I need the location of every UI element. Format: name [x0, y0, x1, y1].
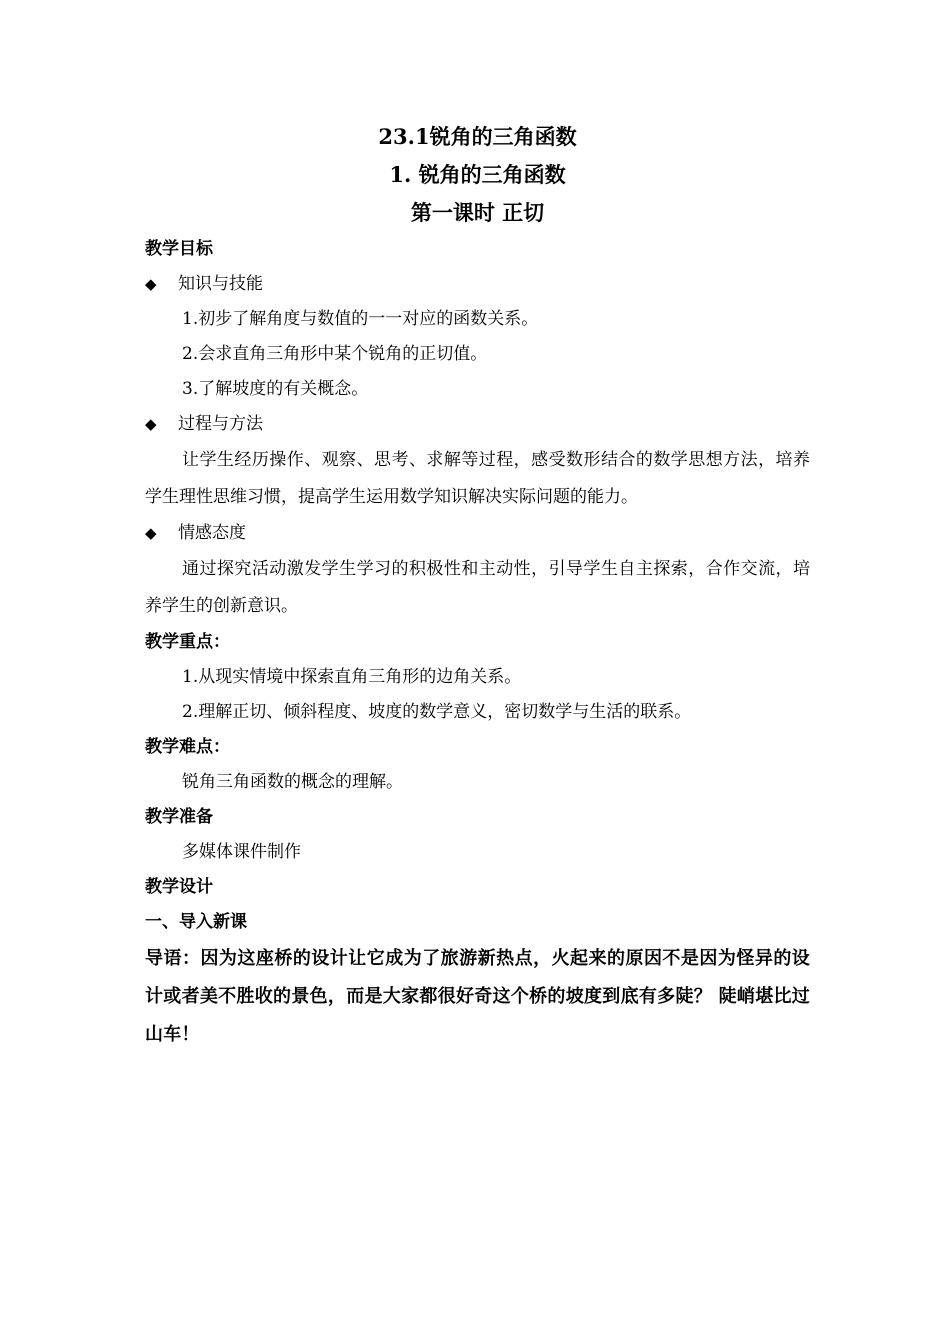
knowledge-item: 2.会求直角三角形中某个锐角的正切值。	[182, 344, 488, 364]
process-bullet	[145, 407, 810, 442]
diamond-bullet-icon: ◆	[145, 275, 157, 293]
knowledge-item: 1.初步了解角度与数值的一一对应的函数关系。	[182, 309, 539, 329]
diamond-bullet-icon: ◆	[145, 415, 157, 433]
key-point-item: 1.从现实情境中探索直角三角形的边角关系。	[182, 667, 522, 687]
diamond-bullet-icon: ◆	[145, 524, 157, 542]
knowledge-bullet	[145, 267, 810, 302]
preparation-text: 多媒体课件制作	[182, 842, 301, 862]
section-heading: 一、导入新课	[145, 912, 247, 932]
document-page	[145, 118, 810, 1054]
objectives-heading: 教学目标	[145, 239, 213, 259]
lesson-title: 第一课时 正切	[410, 200, 545, 225]
key-point-item: 2.理解正切、倾斜程度、坡度的数学意义，密切数学与生活的联系。	[182, 702, 692, 722]
emotion-text: 通过探究活动激发学生学习的积极性和主动性，引导学生自主探索，合作交流，培养学生的创新意识。	[145, 559, 810, 616]
emotion-bullet	[145, 516, 810, 551]
emotion-label: 情感态度	[178, 523, 246, 543]
preparation-heading: 教学准备	[145, 807, 213, 827]
difficulties-text: 锐角三角函数的概念的理解。	[182, 772, 403, 792]
intro-text: 导语：因为这座桥的设计让它成为了旅游新热点，火起来的原因不是因为怪异的设计或者美不胜收的景色，而是大家都很好奇这个桥的坡度到底有多陡？ 陡峭堪比过山车！	[145, 948, 810, 1045]
design-heading: 教学设计	[145, 877, 213, 897]
difficulties-heading: 教学难点：	[145, 737, 230, 757]
knowledge-label: 知识与技能	[178, 274, 263, 294]
sub-title: 1. 锐角的三角函数	[389, 162, 566, 187]
knowledge-item: 3.了解坡度的有关概念。	[182, 379, 369, 399]
main-title: 23.1锐角的三角函数	[378, 124, 577, 149]
process-text: 让学生经历操作、观察、思考、求解等过程，感受数形结合的数学思想方法，培养学生理性思维习惯，提高学生运用数学知识解决实际问题的能力。	[145, 450, 810, 507]
process-label: 过程与方法	[178, 414, 263, 434]
key-points-heading: 教学重点：	[145, 632, 230, 652]
